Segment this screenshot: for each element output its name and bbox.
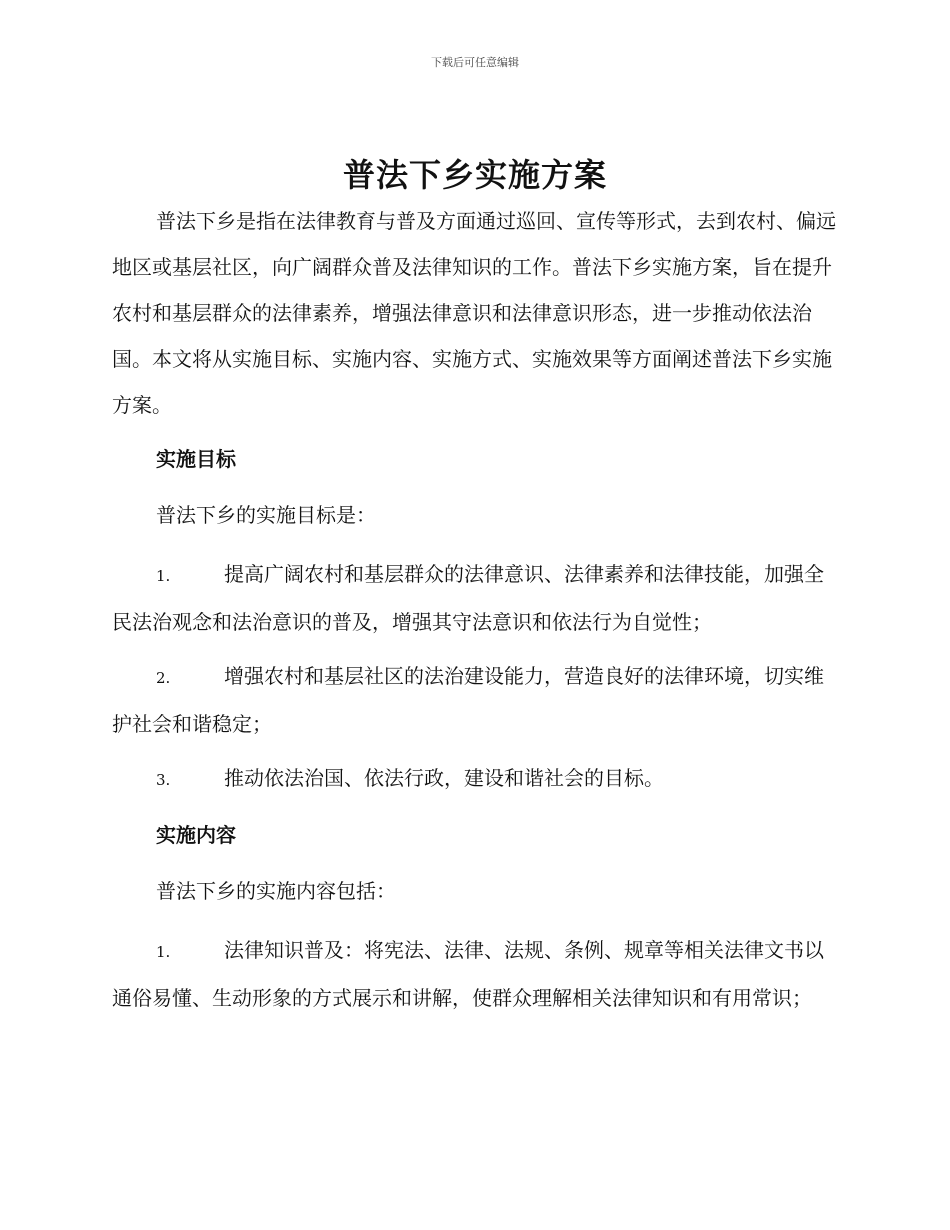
list-item-text: 法律知识普及：将宪法、法律、法规、条例、规章等相关法律文书以通俗易懂、生动形象的方式展示和讲解，使群众理解相关法律知识和有用常识； <box>112 938 824 1010</box>
list-item-text: 增强农村和基层社区的法治建设能力，营造良好的法律环境，切实维护社会和谐稳定； <box>112 664 824 736</box>
list-item-text: 推动依法治国、依法行政，建设和谐社会的目标。 <box>224 766 664 790</box>
section-heading-content: 实施内容 <box>156 823 236 847</box>
goals-lead: 普法下乡的实施目标是： <box>156 503 376 527</box>
content-lead: 普法下乡的实施内容包括： <box>156 879 396 903</box>
section-heading-goals: 实施目标 <box>156 447 236 471</box>
list-number: 2. <box>156 669 171 687</box>
list-item-text: 提高广阔农村和基层群众的法律意识、法律素养和法律技能，加强全民法治观念和法治意识的普及，增强其守法意识和依法行为自觉性； <box>112 562 824 634</box>
document-title: 普法下乡实施方案 <box>342 156 607 194</box>
list-number: 1. <box>156 567 171 585</box>
goals-item-3 <box>112 755 837 803</box>
goals-item-1 <box>112 551 837 645</box>
list-number: 3. <box>156 771 171 789</box>
list-number: 1. <box>156 943 171 961</box>
content-item-1 <box>112 927 837 1021</box>
header-note: 下载后可任意编辑 <box>431 56 519 69</box>
intro-paragraph: 普法下乡是指在法律教育与普及方面通过巡回、宣传等形式，去到农村、偏远地区或基层社区，向广阔群众普及法律知识的工作。普法下乡实施方案，旨在提升农村和基层群众的法律素养，增强法律意识和法律意识形态，进一步推动依法治国。本文将从实施目标、实施内容、实施方式、实施效果等方面阐述普法下乡实施方案。 <box>112 209 836 417</box>
goals-item-2 <box>112 653 837 747</box>
